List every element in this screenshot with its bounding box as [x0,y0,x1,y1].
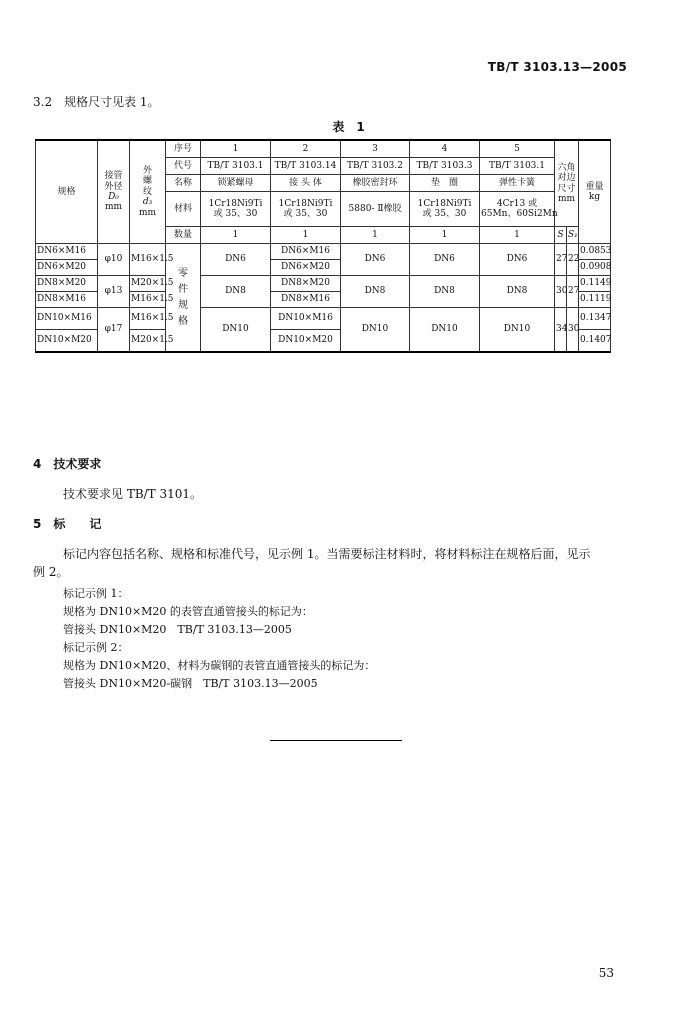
weight-cell: 0.1407 [579,330,611,353]
spec-cell: DN10×M20 [36,330,98,353]
example-2-mark: 管接头 DN10×M20-碳钢 TB/T 3103.13—2005 [63,677,318,690]
code-1: TB/T 3103.1 [201,158,271,175]
example-1-mark: 管接头 DN10×M20 TB/T 3103.13—2005 [63,623,292,636]
clip-cell: DN10 [480,308,555,353]
section-4-body: 技术要求见 TB/T 3101。 [63,487,203,501]
weight-cell: 0.1347 [579,308,611,330]
seq-4: 4 [410,140,480,158]
pipe-od-cell: φ10 [98,244,130,276]
seal-cell: DN10 [341,308,410,353]
parts-spec-label: 零 件 规 格 [166,244,201,353]
col-head-thread: 外 螺 纹 d₃ mm [130,140,166,244]
col-head-s: S [555,227,567,244]
qty-4: 1 [410,227,480,244]
col-head-weight: 重量 kg [579,140,611,244]
qty-1: 1 [201,227,271,244]
name-2: 接 头 体 [271,175,341,192]
clip-cell: DN8 [480,276,555,308]
qty-2: 1 [271,227,341,244]
nut-cell: DN6 [201,244,271,276]
code-4: TB/T 3103.3 [410,158,480,175]
row-label-code: 代号 [166,158,201,175]
table-row [36,308,611,330]
spec-table [35,139,611,353]
body-cell: DN8×M16 [271,292,341,308]
material-3: 5880- Ⅱ橡胶 [341,192,410,227]
weight-cell: 0.0908 [579,260,611,276]
row-label-seq: 序号 [166,140,201,158]
standard-code-header: TB/T 3103.13—2005 [487,60,627,74]
table-row [36,276,611,292]
code-2: TB/T 3103.14 [271,158,341,175]
body-cell: DN6×M20 [271,260,341,276]
s1-cell: 27 [567,276,579,308]
row-label-qty: 数量 [166,227,201,244]
clip-cell: DN6 [480,244,555,276]
seal-cell: DN8 [341,276,410,308]
row-label-material: 材料 [166,192,201,227]
thread-cell: M16×1.5 [130,244,166,276]
name-5: 弹性卡簧 [480,175,555,192]
washer-cell: DN10 [410,308,480,353]
s-cell: 30 [555,276,567,308]
s1-cell: 30 [567,308,579,353]
spec-cell: DN10×M16 [36,308,98,330]
seq-3: 3 [341,140,410,158]
qty-5: 1 [480,227,555,244]
code-5: TB/T 3103.1 [480,158,555,175]
name-3: 橡胶密封环 [341,175,410,192]
table-row [36,244,611,260]
material-4: 1Cr18Ni9Ti 或 35、30 [410,192,480,227]
name-4: 垫 圈 [410,175,480,192]
weight-cell: 0.1149 [579,276,611,292]
example-2-title: 标记示例 2： [63,641,129,654]
section-5-body-line2: 例 2。 [33,565,69,579]
end-divider [270,740,402,741]
washer-cell: DN6 [410,244,480,276]
example-2-desc: 规格为 DN10×M20、材料为碳钢的表管直通管接头的标记为： [63,659,376,672]
seq-1: 1 [201,140,271,158]
qty-3: 1 [341,227,410,244]
spec-cell: DN6×M16 [36,244,98,260]
nut-cell: DN10 [201,308,271,353]
pipe-od-cell: φ13 [98,276,130,308]
s-cell: 34 [555,308,567,353]
section-5-body-line1: 标记内容包括名称、规格和标准代号，见示例 1。当需要标注材料时，将材料标注在规格后面，见示 [63,547,591,561]
name-1: 锁紧螺母 [201,175,271,192]
thread-cell: M20×1.5 [130,330,166,353]
page-number: 53 [598,966,614,980]
col-head-pipe-od: 接管 外径 D₀ mm [98,140,130,244]
material-1: 1Cr18Ni9Ti 或 35、30 [201,192,271,227]
thread-cell: M20×1.5 [130,276,166,292]
col-head-s1: S₁ [567,227,579,244]
washer-cell: DN8 [410,276,480,308]
body-cell: DN8×M20 [271,276,341,292]
table-title: 表 1 [332,120,365,134]
weight-cell: 0.0853 [579,244,611,260]
spec-cell: DN8×M16 [36,292,98,308]
example-1-title: 标记示例 1： [63,587,129,600]
example-1-desc: 规格为 DN10×M20 的表管直通管接头的标记为： [63,605,313,618]
seq-2: 2 [271,140,341,158]
body-cell: DN10×M16 [271,308,341,330]
section-5-heading: 5 标 记 [33,517,102,531]
s-cell: 27 [555,244,567,276]
pipe-od-cell: φ17 [98,308,130,353]
clause-3-2: 3.2 规格尺寸见表 1。 [33,95,160,109]
thread-cell: M16×1.5 [130,292,166,308]
section-4-heading: 4 技术要求 [33,457,102,471]
table-row-seq [36,140,611,158]
seq-5: 5 [480,140,555,158]
col-head-spec: 规格 [36,140,98,244]
thread-cell: M16×1.5 [130,308,166,330]
row-label-name: 名称 [166,175,201,192]
body-cell: DN6×M16 [271,244,341,260]
code-3: TB/T 3103.2 [341,158,410,175]
spec-cell: DN6×M20 [36,260,98,276]
s1-cell: 22 [567,244,579,276]
material-2: 1Cr18Ni9Ti 或 35、30 [271,192,341,227]
col-head-hex: 六角 对边 尺寸 mm [555,140,579,227]
spec-cell: DN8×M20 [36,276,98,292]
nut-cell: DN8 [201,276,271,308]
body-cell: DN10×M20 [271,330,341,353]
weight-cell: 0.1119 [579,292,611,308]
material-5: 4Cr13 或 65Mn、60Si2Mn [480,192,555,227]
seal-cell: DN6 [341,244,410,276]
